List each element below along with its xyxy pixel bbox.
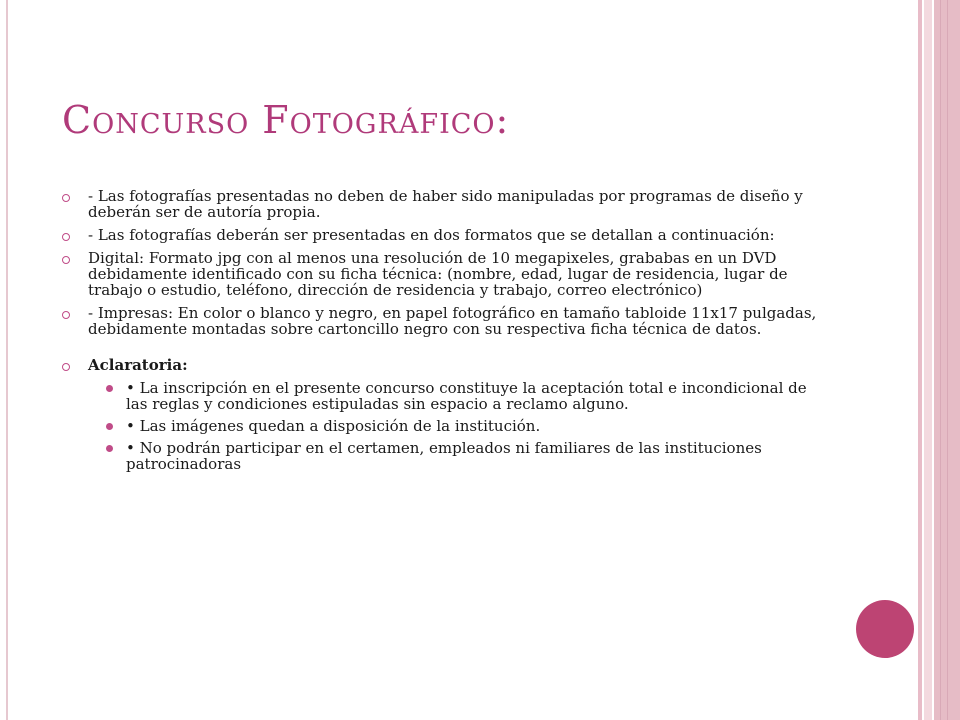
side-band-line	[947, 0, 948, 720]
note-heading	[62, 357, 822, 373]
ring-bullet-icon	[62, 256, 70, 264]
dot-bullet-icon	[106, 423, 113, 430]
list-item	[62, 227, 822, 243]
slide-title: Concurso Fotográfico:	[62, 98, 510, 142]
left-frame-line	[6, 0, 8, 720]
slide-body	[62, 188, 822, 478]
ring-bullet-icon	[62, 363, 70, 371]
ring-bullet-icon	[62, 194, 70, 202]
list-item-text: - Las fotografías deberán ser presentadas en dos formatos que se detallan a continuación:	[88, 226, 775, 244]
list-item	[62, 250, 822, 298]
ring-bullet-icon	[62, 311, 70, 319]
side-band-middle	[924, 0, 932, 720]
dot-bullet-icon	[106, 445, 113, 452]
list-item	[62, 188, 822, 220]
decorative-circle	[856, 600, 914, 658]
ring-bullet-icon	[62, 233, 70, 241]
note-item	[62, 440, 822, 472]
dot-bullet-icon	[106, 385, 113, 392]
list-item-text: - Las fotografías presentadas no deben de haber sido manipuladas por programas de diseño y deberán ser de autoría propia.	[88, 187, 803, 221]
note-item	[62, 418, 822, 434]
side-band-line	[940, 0, 941, 720]
note-heading-text: Aclaratoria:	[88, 356, 188, 374]
note-item-text: • No podrán participar en el certamen, empleados ni familiares de las instituciones patrocinadoras	[126, 439, 762, 473]
note-item-text: • La inscripción en el presente concurso constituye la aceptación total e incondicional de las reglas y condiciones estipuladas sin espacio a reclamo alguno.	[126, 379, 807, 413]
note-item-text: • Las imágenes quedan a disposición de la institución.	[126, 417, 541, 435]
note-item	[62, 380, 822, 412]
list-item	[62, 305, 822, 337]
list-item-text: - Impresas: En color o blanco y negro, en papel fotográfico en tamaño tabloide 11x17 pulgadas, debidamente montadas sobre cartoncillo negro con su respectiva ficha técnica de datos.	[88, 304, 817, 338]
list-item-text: Digital: Formato jpg con al menos una resolución de 10 megapixeles, grababas en un DVD debidamente identificado con su ficha técnica: (nombre, edad, lugar de residencia, lugar de trabajo o estudio, teléfono, dirección de residencia y trabajo, correo electrónico)	[88, 249, 788, 299]
side-band-inner	[918, 0, 922, 720]
